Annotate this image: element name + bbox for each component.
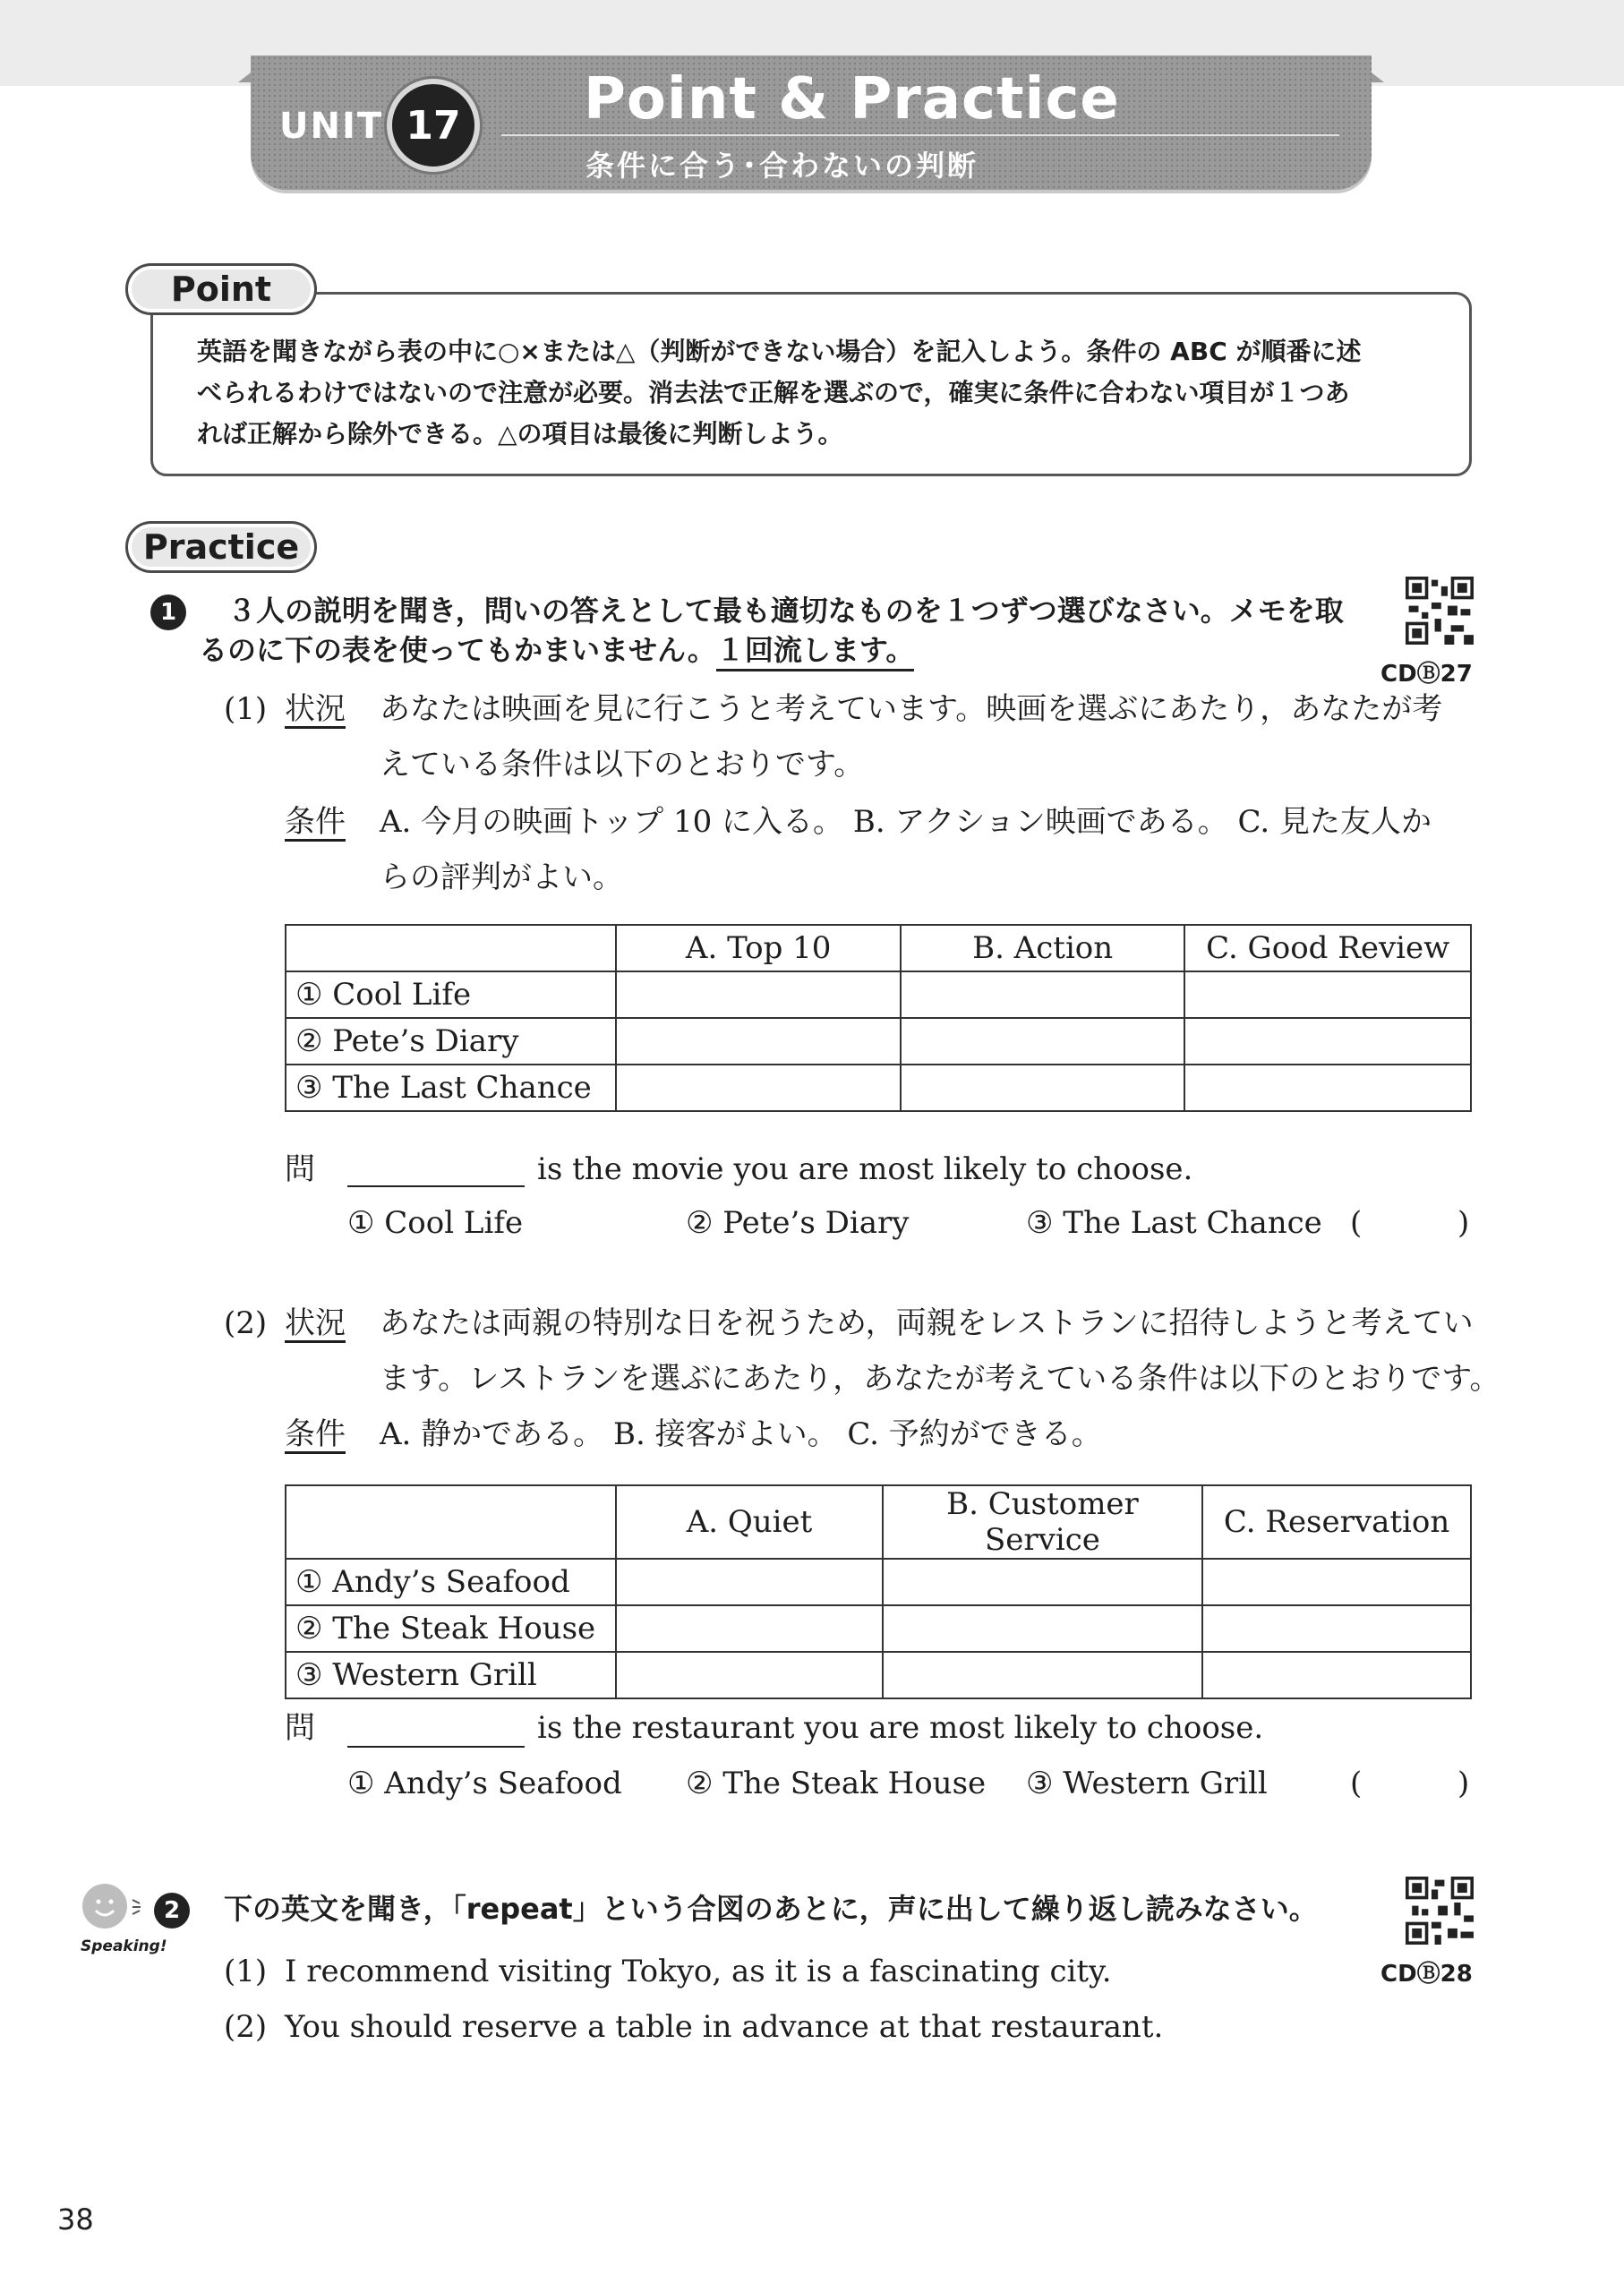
memo-cell[interactable]: [616, 1652, 882, 1698]
speaking-label: Speaking!: [81, 1937, 167, 1955]
table-row: [286, 1018, 1471, 1065]
memo-cell[interactable]: [616, 1018, 900, 1065]
q1-instruction-line1: ３人の説明を聞き，問いの答えとして最も適切なものを１つずつ選びなさい。メモを取: [227, 594, 1344, 628]
table-row-label: ③ Western Grill: [286, 1652, 616, 1698]
table-row: [286, 1605, 1471, 1652]
part2-answer-paren-close: ): [1457, 1766, 1470, 1801]
part2-option[interactable]: ① Andy’s Seafood: [347, 1766, 622, 1801]
practice-label: Practice: [125, 521, 317, 573]
qr-code-icon[interactable]: [1406, 1877, 1474, 1945]
part1-option[interactable]: ① Cool Life: [347, 1205, 524, 1241]
q2-sentence: You should reserve a table in advance at that restaurant.: [285, 2009, 1164, 2045]
part1-condition-line1: A. 今月の映画トップ 10 に入る。 B. アクション映画である。 C. 見た友人か: [380, 804, 1432, 840]
table-corner-cell: [286, 1485, 616, 1559]
part1-answer-paren-open: (: [1350, 1205, 1363, 1241]
part2-situation-line1: あなたは両親の特別な日を祝うため，両親をレストランに招待しようと考えてい: [380, 1305, 1474, 1341]
memo-cell[interactable]: [901, 971, 1185, 1018]
table-row: [286, 1652, 1471, 1698]
table-header-row: [286, 1485, 1471, 1559]
table-row-label: ① Andy’s Seafood: [286, 1559, 616, 1605]
table-header-cell: A. Quiet: [616, 1485, 882, 1559]
memo-cell[interactable]: [1184, 971, 1471, 1018]
part2-question-label: 問: [285, 1710, 315, 1746]
table-row: [286, 1559, 1471, 1605]
part1-condition-line2: らの評判がよい。: [380, 860, 623, 895]
part2-option[interactable]: ② The Steak House: [686, 1766, 987, 1801]
part2-answer-blank[interactable]: [347, 1746, 525, 1748]
memo-cell[interactable]: [901, 1018, 1185, 1065]
memo-cell[interactable]: [1202, 1559, 1471, 1605]
part2-situation-line2: ます。レストランを選ぶにあたり，あなたが考えている条件は以下のとおりです。: [380, 1361, 1500, 1397]
memo-cell[interactable]: [883, 1605, 1202, 1652]
page-number: 38: [57, 2202, 94, 2236]
title-divider: [501, 134, 1339, 136]
sound-waves-icon: [129, 1896, 147, 1918]
table-row: [286, 1065, 1471, 1111]
memo-cell[interactable]: [616, 971, 900, 1018]
part2-number: (2): [224, 1305, 268, 1341]
q2-instruction: 下の英文を聞き，「repeat」という合図のあとに，声に出して繰り返し読みなさい。: [224, 1892, 1318, 1926]
table-header-cell: B. Action: [901, 925, 1185, 971]
part1-situation-line2: えている条件は以下のとおりです。: [380, 747, 865, 783]
part2-condition-label: 条件: [285, 1416, 346, 1452]
memo-cell[interactable]: [1184, 1065, 1471, 1111]
part1-answer-paren-close: ): [1457, 1205, 1470, 1241]
unit-number-badge: 17: [387, 79, 480, 172]
question-2-number: 2: [154, 1893, 190, 1929]
point-text: [197, 331, 1450, 455]
q2-sentence-number: (1): [224, 1954, 268, 1989]
table-row-label: ① Cool Life: [286, 971, 616, 1018]
memo-cell[interactable]: [616, 1559, 882, 1605]
qr-code-icon[interactable]: [1406, 577, 1474, 645]
memo-cell[interactable]: [1184, 1018, 1471, 1065]
table-header-row: [286, 925, 1471, 971]
part2-answer-paren-open: (: [1350, 1766, 1363, 1801]
memo-cell[interactable]: [1202, 1605, 1471, 1652]
part2-condition-line1: A. 静かである。 B. 接客がよい。 C. 予約ができる。: [380, 1416, 1102, 1452]
memo-cell[interactable]: [883, 1559, 1202, 1605]
table-row-label: ② Pete’s Diary: [286, 1018, 616, 1065]
memo-cell[interactable]: [1202, 1652, 1471, 1698]
point-label: Point: [125, 263, 317, 315]
part1-situation-line1: あなたは映画を見に行こうと考えています。映画を選ぶにあたり，あなたが考: [380, 691, 1443, 727]
table-header-cell: C. Good Review: [1184, 925, 1471, 971]
memo-cell[interactable]: [883, 1652, 1202, 1698]
part2-memo-table: [285, 1484, 1472, 1699]
table-corner-cell: [286, 925, 616, 971]
part2-option[interactable]: ③ Western Grill: [1026, 1766, 1268, 1801]
question-1-number: 1: [150, 594, 186, 630]
page-title: Point & Practice: [584, 66, 1120, 133]
cd-track-28: CDⒷ28: [1380, 1961, 1473, 1988]
part1-option[interactable]: ② Pete’s Diary: [686, 1205, 910, 1241]
table-row: [286, 971, 1471, 1018]
part2-situation-label: 状況: [285, 1305, 346, 1341]
unit-label: UNIT: [279, 106, 384, 147]
cd-track-27: CDⒷ27: [1380, 661, 1473, 688]
table-header-cell: B. Customer Service: [883, 1485, 1202, 1559]
part1-answer-box[interactable]: [1370, 1200, 1456, 1244]
memo-cell[interactable]: [616, 1065, 900, 1111]
part1-situation-label: 状況: [285, 691, 346, 727]
point-line: れば正解から除外できる。△の項目は最後に判断しよう。: [197, 419, 843, 449]
q1-instruction-line2: [199, 630, 914, 670]
part2-question-text: is the restaurant you are most likely to choose.: [537, 1710, 1264, 1746]
table-header-cell: C. Reservation: [1202, 1485, 1471, 1559]
page-subtitle: 条件に合う･合わないの判断: [585, 149, 979, 183]
memo-cell[interactable]: [901, 1065, 1185, 1111]
part2-answer-box[interactable]: [1370, 1760, 1456, 1805]
part1-answer-blank[interactable]: [347, 1185, 525, 1187]
part1-memo-table: [285, 924, 1472, 1112]
part1-question-text: is the movie you are most likely to choose.: [537, 1151, 1193, 1187]
q1-instruction-text: るのに下の表を使ってもかまいません。: [199, 633, 716, 667]
q2-sentence-number: (2): [224, 2009, 268, 2045]
point-line: べられるわけではないので注意が必要。消去法で正解を選ぶので，確実に条件に合わない項目が１つあ: [197, 378, 1350, 407]
part1-option[interactable]: ③ The Last Chance: [1026, 1205, 1322, 1241]
table-header-cell: A. Top 10: [616, 925, 900, 971]
point-line: 英語を聞きながら表の中に○×または△（判断ができない場合）を記入しよう。条件の ABC が順番に述: [197, 337, 1362, 366]
q1-instruction-underlined: １回流します。: [716, 633, 914, 671]
part1-question-label: 問: [285, 1151, 315, 1187]
part1-number: (1): [224, 691, 268, 727]
memo-cell[interactable]: [616, 1605, 882, 1652]
table-row-label: ② The Steak House: [286, 1605, 616, 1652]
q2-sentence: I recommend visiting Tokyo, as it is a fascinating city.: [285, 1954, 1112, 1989]
part1-condition-label: 条件: [285, 804, 346, 840]
table-row-label: ③ The Last Chance: [286, 1065, 616, 1111]
speaking-face-icon: [82, 1884, 127, 1929]
